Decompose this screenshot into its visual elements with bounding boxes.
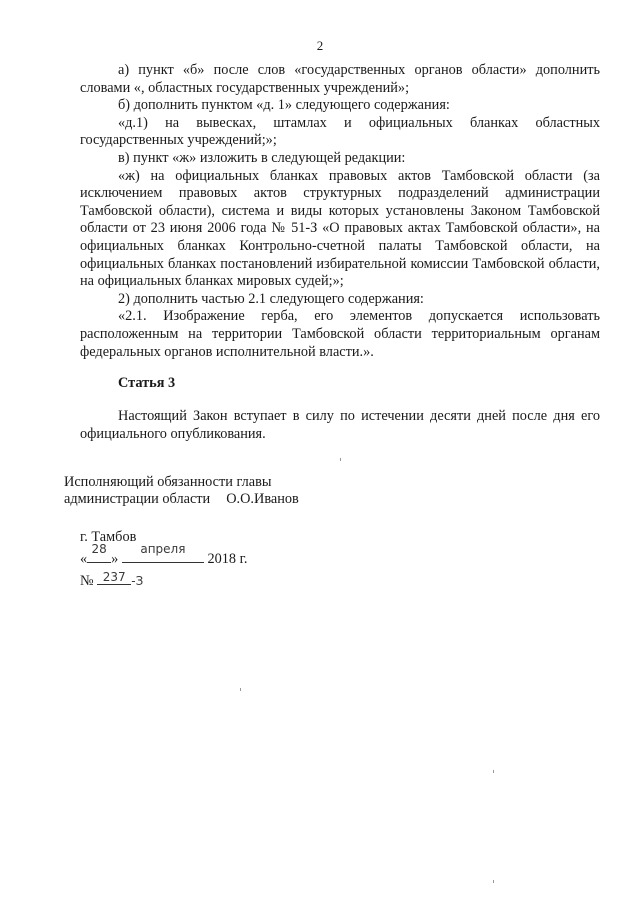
closing-paragraph: Настоящий Закон вступает в силу по истечении десяти дней после дня его официального опубликования. bbox=[80, 408, 600, 442]
paragraph-2-1: «2.1. Изображение герба, его элементов допускается использовать расположенным на территории Тамбовской области территориальным органам федеральных органов исполнительной власти.». bbox=[80, 308, 600, 360]
date-close-quote: » bbox=[111, 551, 119, 567]
signer-title-line1: Исполняющий обязанности главы bbox=[64, 474, 272, 490]
place-name: г. Тамбов bbox=[80, 529, 137, 545]
place-date-block bbox=[80, 528, 247, 590]
date-open-quote: « bbox=[80, 551, 88, 567]
signature-block bbox=[64, 474, 299, 508]
paragraph-a: а) пункт «б» после слов «государственных органов области» дополнить словами «, областных государственных учреждений»; bbox=[80, 62, 600, 96]
paragraph-2: 2) дополнить частью 2.1 следующего содержания: bbox=[118, 290, 424, 307]
signer-title-line2: администрации области bbox=[64, 491, 211, 507]
paragraph-d1: «д.1) на вывесках, штамлах и официальных бланках областных государственных учреждений;»; bbox=[80, 114, 600, 149]
date-year: 2018 г. bbox=[207, 551, 248, 567]
paragraph-zh: «ж) на официальных бланках правовых актов Тамбовской области (за исключением правовых актов структурных подразделений администрации Тамбовской области), система и виды которых установлены Законом Тамбовской области от 23 июня 2006 года № 51-З «О правовых актах Тамбовской области», на официальных бланках Контрольно-счетной палаты Тамбовской области, на официальных бланках постановлений избирательной комиссии Тамбовской области, на официальных бланках мировых судей;»; bbox=[80, 167, 600, 290]
scan-speck bbox=[240, 688, 241, 691]
date-day-field bbox=[87, 542, 111, 563]
paragraph-v: в) пункт «ж» изложить в следующей редакции: bbox=[118, 149, 406, 166]
date-day: 28 bbox=[91, 542, 107, 556]
signer-name: О.О.Иванов bbox=[226, 491, 299, 507]
scan-speck bbox=[493, 770, 494, 773]
date-line bbox=[80, 542, 248, 568]
amendment-text bbox=[80, 62, 600, 361]
page-number: 2 bbox=[316, 38, 324, 53]
number-value: 237 bbox=[102, 570, 126, 584]
number-line bbox=[80, 568, 247, 590]
date-month-field bbox=[122, 542, 204, 563]
paragraph-b: б) дополнить пунктом «д. 1» следующего содержания: bbox=[118, 97, 450, 114]
date-month: апреля bbox=[140, 542, 186, 556]
number-suffix: -З bbox=[131, 574, 144, 588]
scan-speck bbox=[340, 458, 341, 461]
number-prefix: № bbox=[80, 573, 94, 589]
number-field bbox=[97, 568, 131, 585]
article-heading: Статья 3 bbox=[118, 375, 176, 391]
scan-speck bbox=[493, 880, 494, 883]
